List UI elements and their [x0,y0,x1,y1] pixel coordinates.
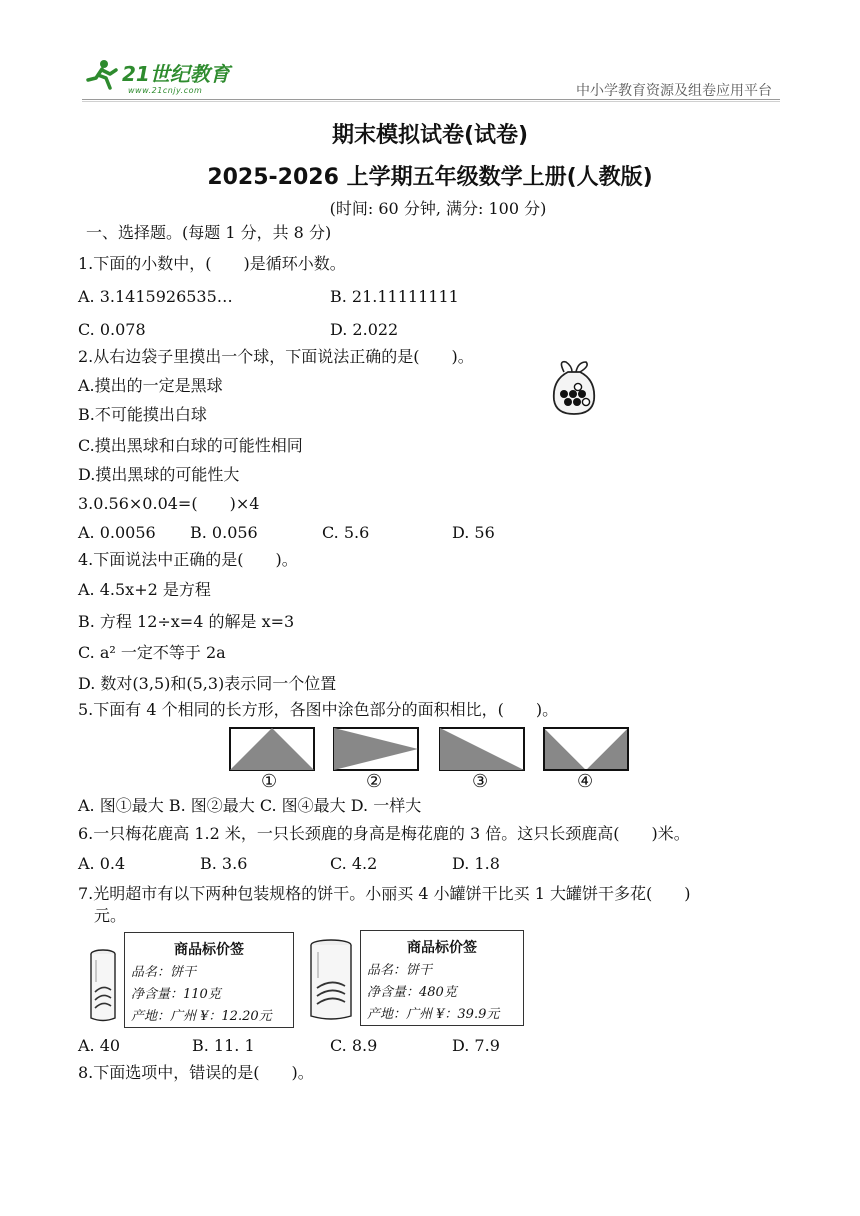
question-2-option-d: D.摸出黑球的可能性大 [78,465,240,484]
price-tag-title: 商品标价签 [174,942,244,958]
figure-label-3: ③ [472,771,489,792]
question-1-stem: 1.下面的小数中，( )是循环小数。 [78,254,346,273]
price-tag-weight: 净含量：110克 [131,987,221,1002]
question-3-stem: 3.0.56×0.04=( )×4 [78,494,260,513]
price-tag-title: 商品标价签 [407,940,477,956]
question-6-stem: 6.一只梅花鹿高 1.2 米，一只长颈鹿的身高是梅花鹿的 3 倍。这只长颈鹿高( )米。 [78,824,690,843]
question-3-option-c: C. 5.6 [322,523,370,542]
runner-logo-icon [84,58,120,94]
question-4-stem: 4.下面说法中正确的是( )。 [78,550,298,569]
header-rule [82,99,780,100]
platform-name: 中小学教育资源及组卷应用平台 [576,83,772,99]
question-5-stem: 5.下面有 4 个相同的长方形，各图中涂色部分的面积相比，( )。 [78,700,559,719]
ball-bag-icon [548,358,600,416]
question-4-option-a: A. 4.5x+2 是方程 [78,580,211,599]
question-1-option-b: B. 21.11111111 [330,287,459,306]
price-tag-large [360,930,524,1026]
price-tag-small [124,932,294,1028]
question-6-option-d: D. 1.8 [452,854,500,873]
question-3-option-b: B. 0.056 [190,523,258,542]
question-7-option-a: A. 40 [78,1036,121,1055]
price-tag-weight: 净含量：480克 [367,985,457,1000]
exam-subtitle: 2025-2026 上学期五年级数学上册(人教版) [207,165,653,190]
question-1-option-c: C. 0.078 [78,320,146,339]
header-rule-secondary [82,101,780,102]
question-7-option-d: D. 7.9 [452,1036,500,1055]
exam-title: 期末模拟试卷(试卷) [331,123,529,148]
question-1-option-a: A. 3.1415926535… [78,287,233,306]
question-2-option-a: A.摸出的一定是黑球 [78,376,223,395]
price-tag-origin-price: 产地：广州 ¥：12.20元 [131,1009,272,1024]
logo-url: www.21cnjy.com [128,86,203,95]
figure-label-2: ② [366,771,383,792]
question-3-option-d: D. 56 [452,523,495,542]
question-6-option-b: B. 3.6 [200,854,248,873]
question-2-stem: 2.从右边袋子里摸出一个球，下面说法正确的是( )。 [78,347,474,366]
question-4-option-d: D. 数对(3,5)和(5,3)表示同一个位置 [78,674,337,693]
question-7-stem: 7.光明超市有以下两种包装规格的饼干。小丽买 4 小罐饼干比买 1 大罐饼干多花( ) [78,884,691,903]
question-7-option-c: C. 8.9 [330,1036,378,1055]
question-7-stem-continued: 元。 [94,906,127,925]
question-1-option-d: D. 2.022 [330,320,399,339]
question-6-option-a: A. 0.4 [78,854,126,873]
price-tag-product: 品名：饼干 [131,965,197,980]
logo [84,56,234,98]
figure-label-4: ④ [577,771,594,792]
question-4-option-c: C. a² 一定不等于 2a [78,643,226,662]
large-cookie-can-icon [308,938,354,1022]
question-2-option-b: B.不可能摸出白球 [78,405,207,424]
small-cookie-can-icon [88,948,118,1024]
question-2-option-c: C.摸出黑球和白球的可能性相同 [78,436,303,455]
question-7-option-b: B. 11. 1 [192,1036,255,1055]
question-4-option-b: B. 方程 12÷x=4 的解是 x=3 [78,612,295,631]
price-tag-origin-price: 产地：广州 ¥：39.9元 [367,1007,500,1022]
question-5-options: A. 图①最大 B. 图②最大 C. 图④最大 D. 一样大 [78,796,422,815]
exam-info: (时间: 60 分钟, 满分: 100 分) [329,199,547,218]
question-6-option-c: C. 4.2 [330,854,378,873]
question-8-stem: 8.下面选项中，错误的是( )。 [78,1063,314,1082]
logo-text: 21世纪教育 [122,62,230,86]
section-heading: 一、选择题。(每题 1 分，共 8 分) [86,223,332,242]
price-tag-product: 品名：饼干 [367,963,433,978]
question-3-option-a: A. 0.0056 [78,523,156,542]
figure-label-1: ① [261,771,278,792]
rectangles-figure [226,725,632,793]
